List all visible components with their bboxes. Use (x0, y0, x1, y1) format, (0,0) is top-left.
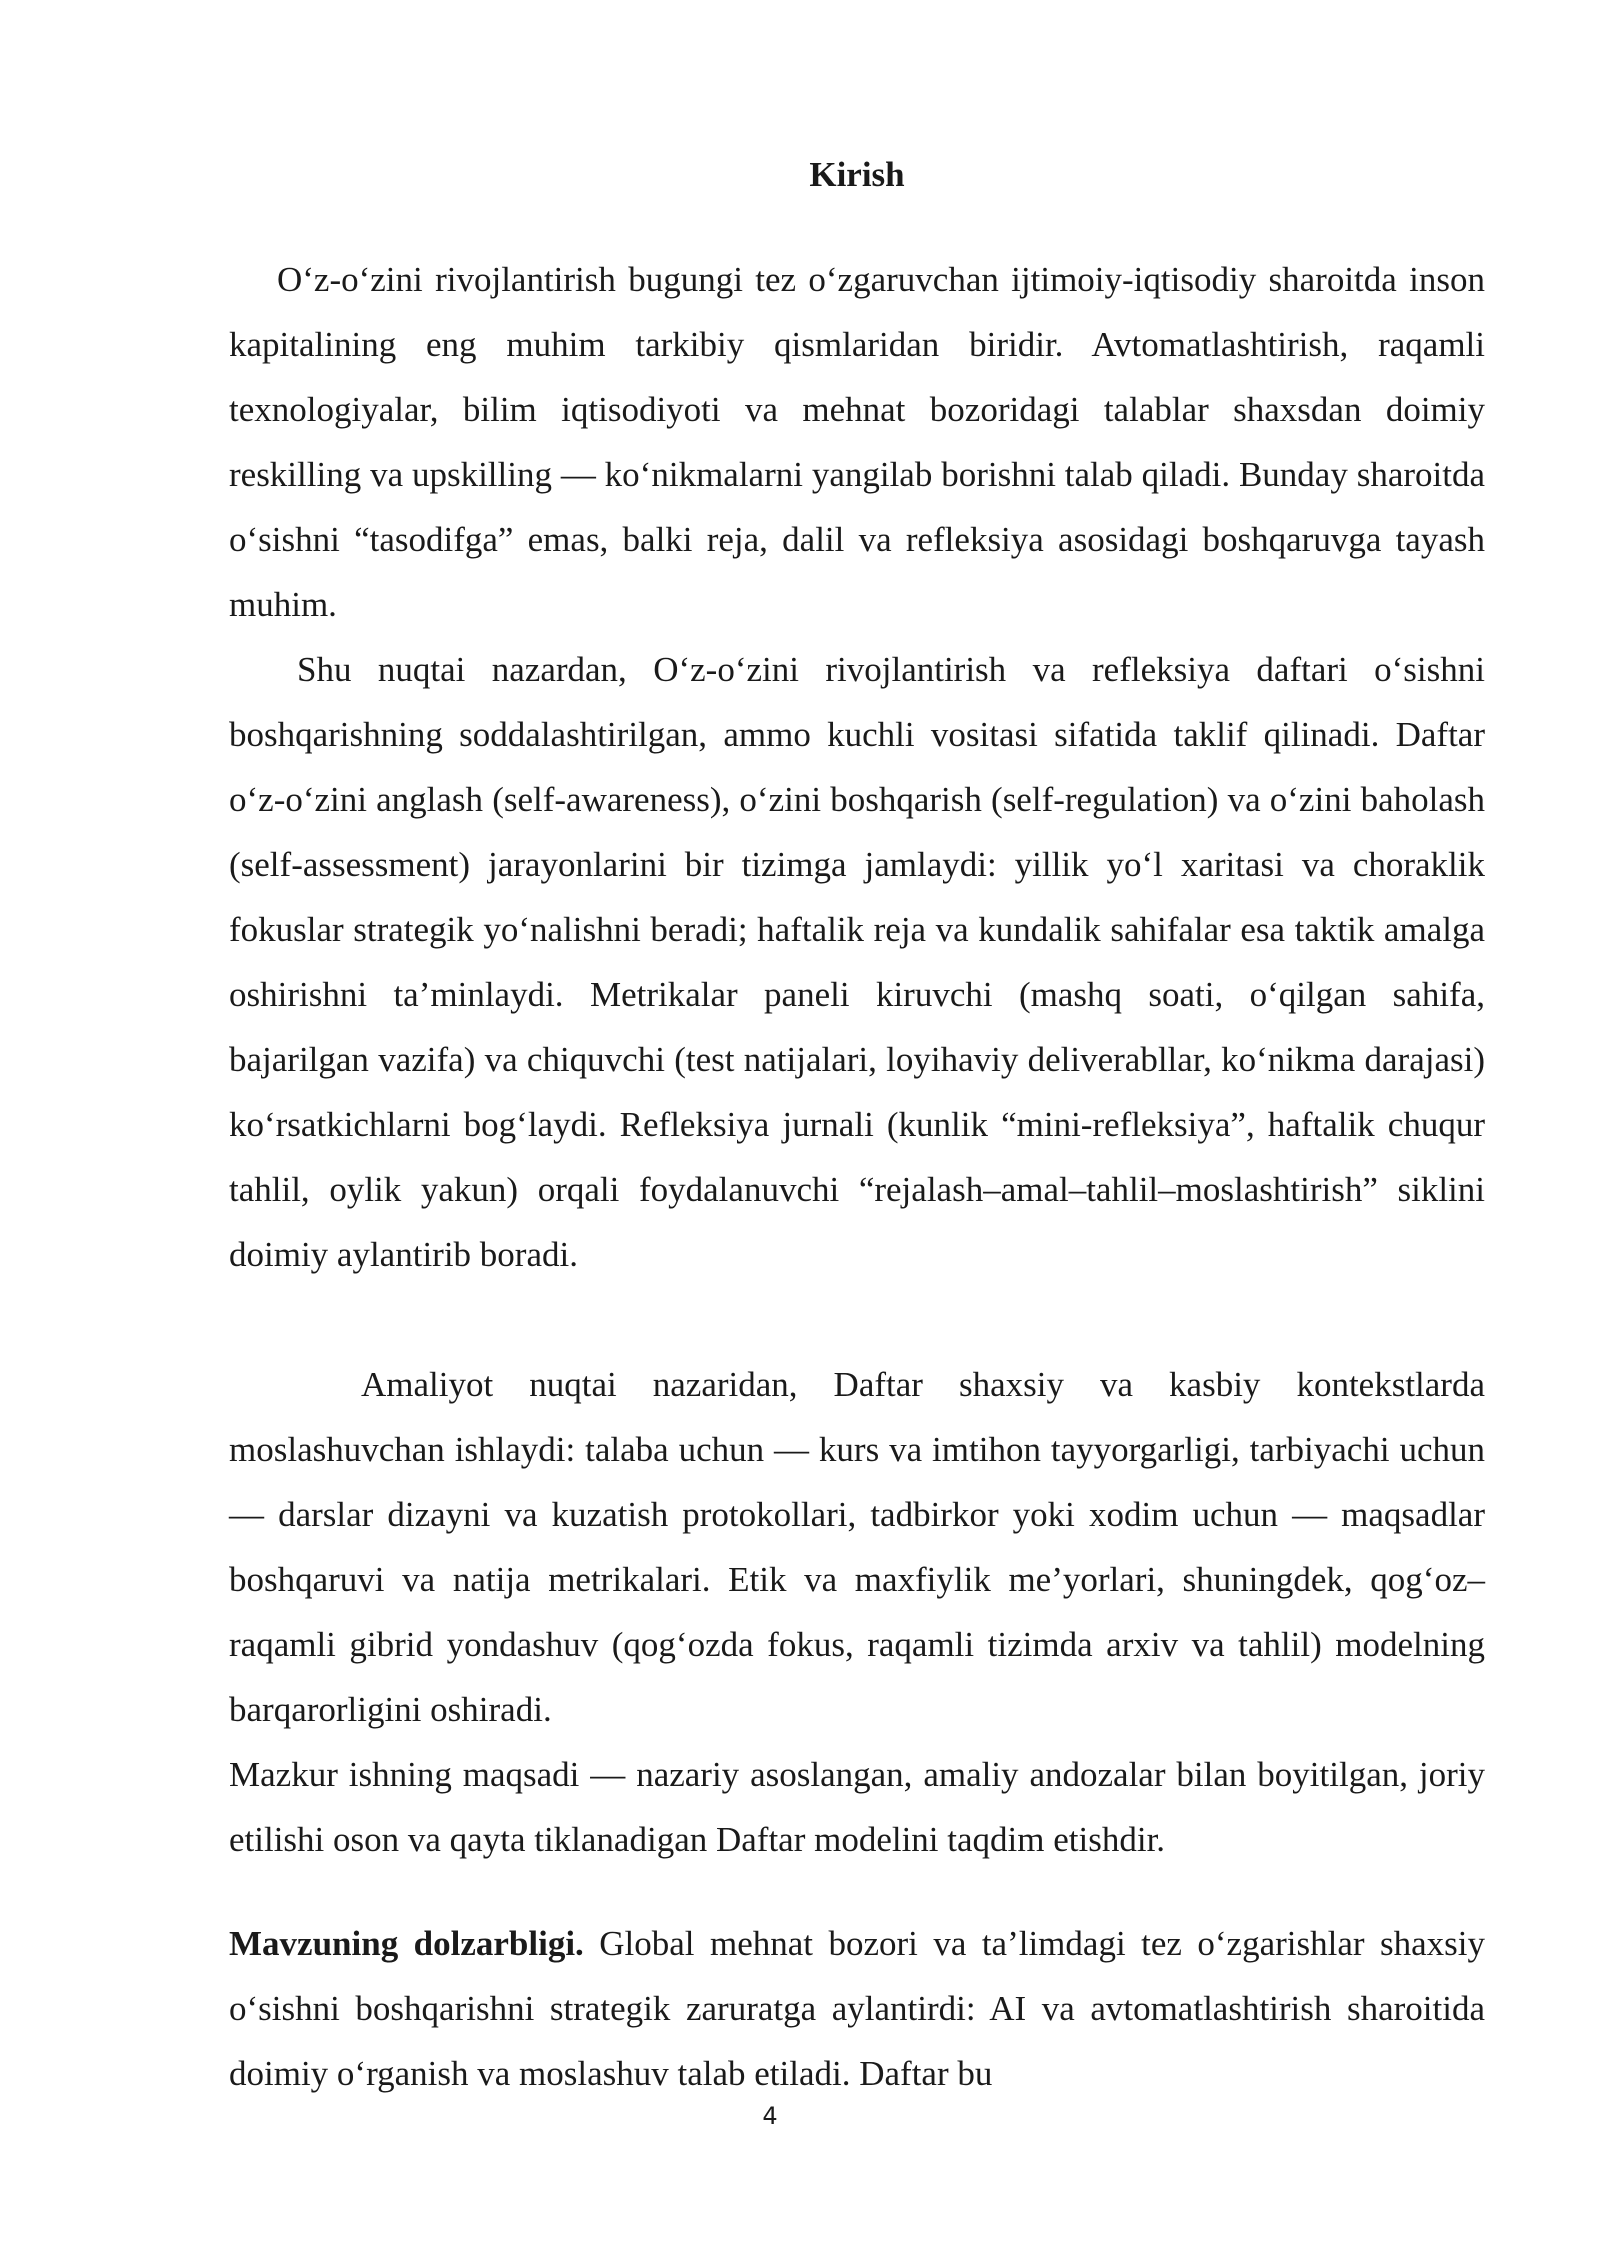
page-number-value: 4 (762, 2102, 778, 2130)
paragraph-1: O‘z-o‘zini rivojlantirish bugungi tez o‘zgaruvchan ijtimoiy-iqtisodiy sharoitda inson kapitalining eng muhim tarkibiy qismlaridan biridir. Avtomatlashtirish, raqamli texnologiyalar, bilim iqtisodiyoti va mehnat bozoridagi talablar shaxsdan doimiy reskilling va upskilling — ko‘nikmalarni yangilab borishni talab qiladi. Bunday sharoitda o‘sishni “tasodifga” emas, balki reja, dalil va refleksiya asosidagi boshqaruvga tayash muhim. (229, 260, 1485, 624)
paragraph-3: Amaliyot nuqtai nazaridan, Daftar shaxsiy va kasbiy kontekstlarda moslashuvchan ishlaydi: talaba uchun — kurs va imtihon tayyorgarligi, tarbiyachi uchun — darslar dizayni va kuzatish protokollari, tadbirkor yoki xodim uchun — maqsadlar boshqaruvi va natija metrikalari. Etik va maxfiylik me’yorlari, shuningdek, qog‘oz–raqamli gibrid yondashuv (qog‘ozda fokus, raqamli tizimda arxiv va tahlil) modelning barqarorligini oshiradi. (229, 1365, 1485, 1729)
relevance-text: Global mehnat bozori va ta’limdagi tez o‘zgarishlar shaxsiy o‘sishni boshqarishni strategik zaruratga aylantirdi: AI va avtomatlashtirish sharoitida doimiy o‘rganish va moslashuv talab etiladi. Daftar bu (229, 1924, 1485, 2093)
page-title: Kirish (809, 155, 905, 194)
relevance-paragraph (229, 1911, 1485, 2106)
paragraph-2: Shu nuqtai nazardan, O‘z-o‘zini rivojlantirish va refleksiya daftari o‘sishni boshqarishning soddalashtirilgan, ammo kuchli vositasi sifatida taklif qilinadi. Daftar o‘z-o‘zini anglash (self-awareness), o‘zini boshqarish (self-regulation) va o‘zini baholash (self-assessment) jarayonlarini bir tizimga jamlaydi: yillik yo‘l xaritasi va choraklik fokuslar strategik yo‘nalishni beradi; haftalik reja va kundalik sahifalar esa taktik amalga oshirishni ta’minlaydi. Metrikalar paneli kiruvchi (mashq soati, o‘qilgan sahifa, bajarilgan vazifa) va chiquvchi (test natijalari, loyihaviy deliverabllar, ko‘nikma darajasi) ko‘rsatkichlarni bog‘laydi. Refleksiya jurnali (kunlik “mini-refleksiya”, haftalik chuqur tahlil, oylik yakun) orqali foydalanuvchi “rejalash–amal–tahlil–moslashtirish” siklini doimiy aylantirib boradi. (229, 650, 1485, 1274)
page-number (0, 2102, 1600, 2130)
paragraph-4: Mazkur ishning maqsadi — nazariy asoslangan, amaliy andozalar bilan boyitilgan, joriy etilishi oson va qayta tiklanadigan Daftar modelini taqdim etishdir. (229, 1755, 1485, 1859)
relevance-lead: Mavzuning dolzarbligi. (229, 1924, 584, 1963)
